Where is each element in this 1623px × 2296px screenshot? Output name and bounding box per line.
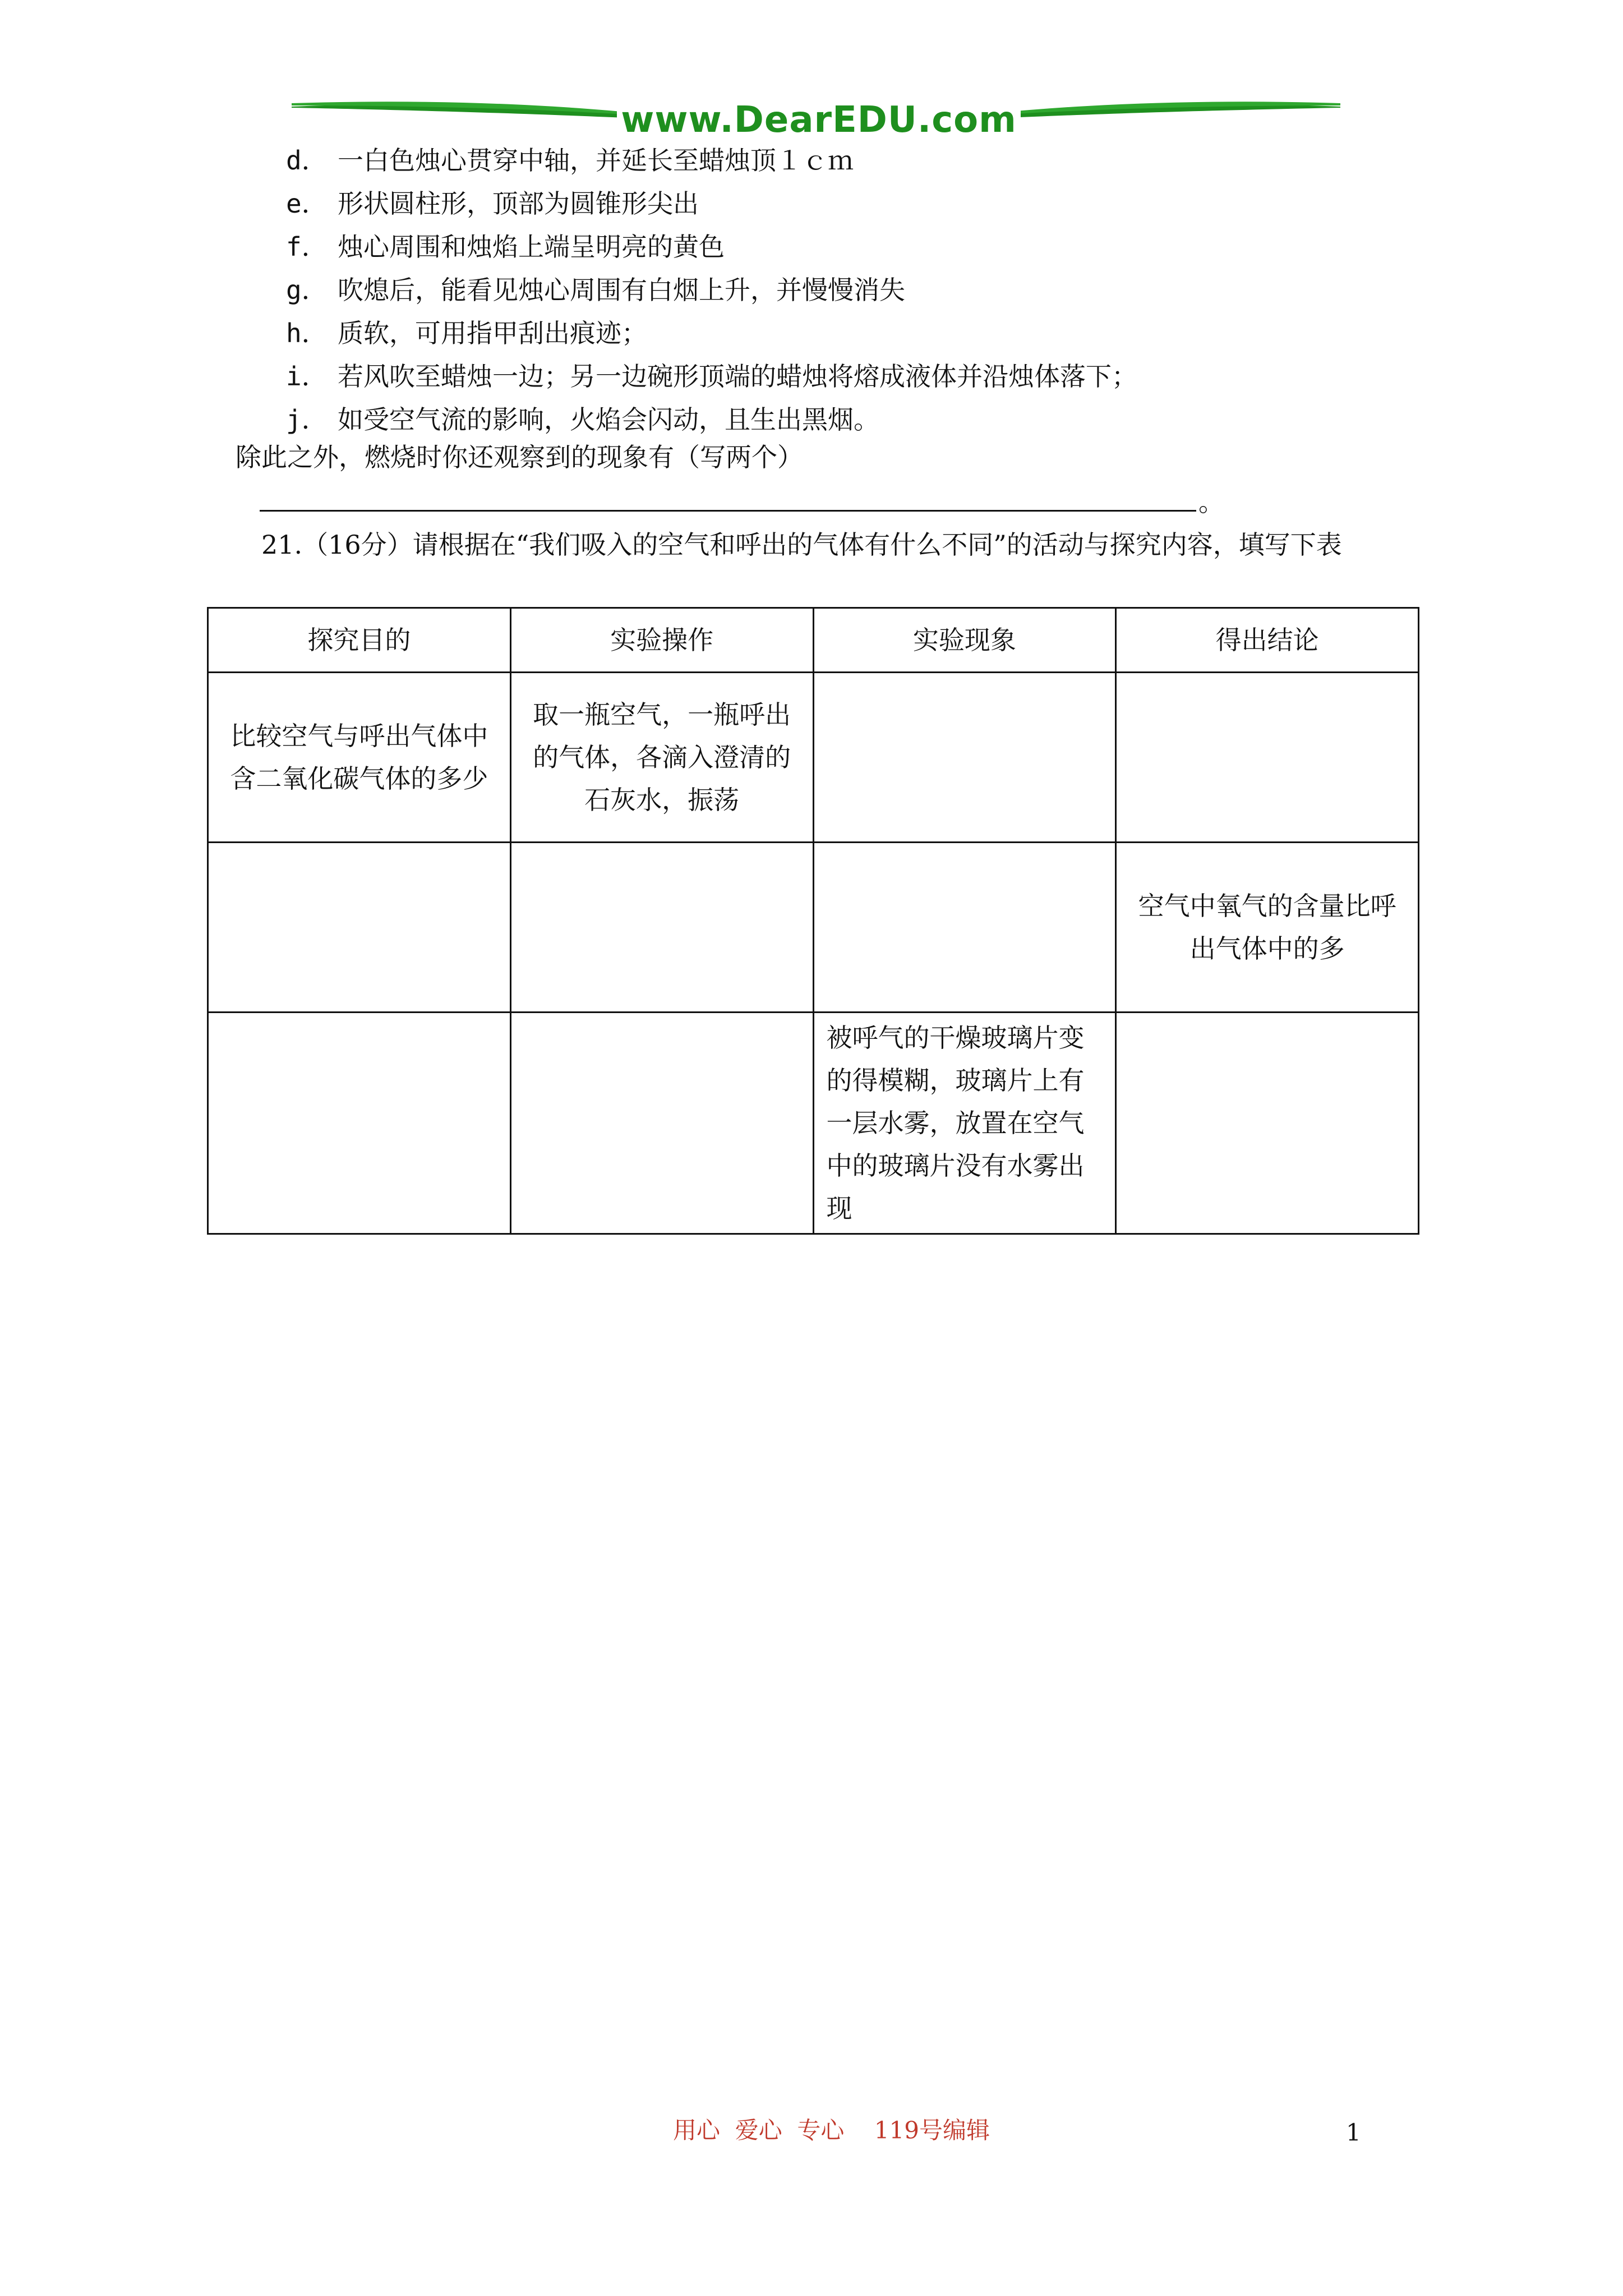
- option-text: 若风吹至蜡烛一边；另一边碗形顶端的蜡烛将熔成液体并沿烛体落下；: [338, 361, 1137, 392]
- table-header-row: [208, 608, 1419, 673]
- option-text: 一白色烛心贯穿中轴，并延长至蜡烛顶１ｃｍ: [338, 145, 854, 176]
- option-letter: h．: [286, 318, 328, 348]
- header-conclusion: 得出结论: [1116, 608, 1419, 673]
- option-h: [286, 312, 1520, 355]
- option-text: 形状圆柱形，顶部为圆锥形尖出: [338, 188, 699, 219]
- option-g: [286, 269, 1520, 312]
- table-cell: 比较空气与呼出气体中含二氧化碳气体的多少: [208, 673, 511, 843]
- answer-blank-period: 。: [1198, 487, 1224, 517]
- extra-observation-prompt: 除此之外，燃烧时你还观察到的现象有（写两个）: [236, 442, 803, 472]
- question-text: 21.（16分）请根据在“我们吸入的空气和呼出的气体有什么不同”的活动与探究内容，填写下表: [261, 530, 1342, 560]
- option-text: 吹熄后，能看见烛心周围有白烟上升，并慢慢消失: [338, 275, 905, 305]
- table-cell-blank[interactable]: [813, 843, 1116, 1013]
- table-cell: 取一瓶空气，一瓶呼出的气体，各滴入澄清的石灰水，振荡: [510, 673, 813, 843]
- table-row: [208, 1013, 1419, 1234]
- header-purpose: 探究目的: [208, 608, 511, 673]
- inquiry-table: [207, 607, 1419, 1235]
- site-url-logo: www.DearEDU.com: [617, 98, 1021, 142]
- option-text: 质软，可用指甲刮出痕迹；: [338, 318, 647, 348]
- table-row: [208, 673, 1419, 843]
- option-j: [286, 398, 1520, 441]
- option-text: 如受空气流的影响，火焰会闪动，且生出黑烟。: [338, 404, 879, 435]
- table-cell-blank[interactable]: [208, 1013, 511, 1234]
- answer-blank-line[interactable]: [260, 510, 1196, 512]
- header-phenomenon: 实验现象: [813, 608, 1116, 673]
- page-number: 1: [1346, 2119, 1361, 2146]
- footer-text: 用心 爱心 专心 119号编辑: [673, 2116, 990, 2144]
- table-row: [208, 843, 1419, 1013]
- option-f: [286, 226, 1520, 269]
- table-cell: 空气中氧气的含量比呼出气体中的多: [1116, 843, 1419, 1013]
- table-cell-blank[interactable]: [1116, 673, 1419, 843]
- option-letter: f．: [286, 232, 328, 262]
- header-operation: 实验操作: [510, 608, 813, 673]
- question-21: [206, 523, 1435, 567]
- option-d: [286, 139, 1520, 182]
- option-i: [286, 355, 1520, 398]
- table-cell-blank[interactable]: [813, 673, 1116, 843]
- observation-options: [286, 139, 1520, 441]
- header-banner: [292, 95, 1340, 146]
- option-letter: j．: [286, 404, 328, 435]
- table-cell-blank[interactable]: [510, 1013, 813, 1234]
- option-letter: g．: [286, 275, 328, 305]
- table-cell-blank[interactable]: [1116, 1013, 1419, 1234]
- table-cell: 被呼气的干燥玻璃片变的得模糊，玻璃片上有一层水雾，放置在空气中的玻璃片没有水雾出现: [813, 1013, 1116, 1234]
- option-letter: e．: [286, 188, 328, 219]
- table-cell-blank[interactable]: [510, 843, 813, 1013]
- option-letter: i．: [286, 361, 328, 392]
- option-letter: d．: [286, 145, 328, 176]
- table-cell-blank[interactable]: [208, 843, 511, 1013]
- option-e: [286, 182, 1520, 226]
- option-text: 烛心周围和烛焰上端呈明亮的黄色: [338, 232, 725, 262]
